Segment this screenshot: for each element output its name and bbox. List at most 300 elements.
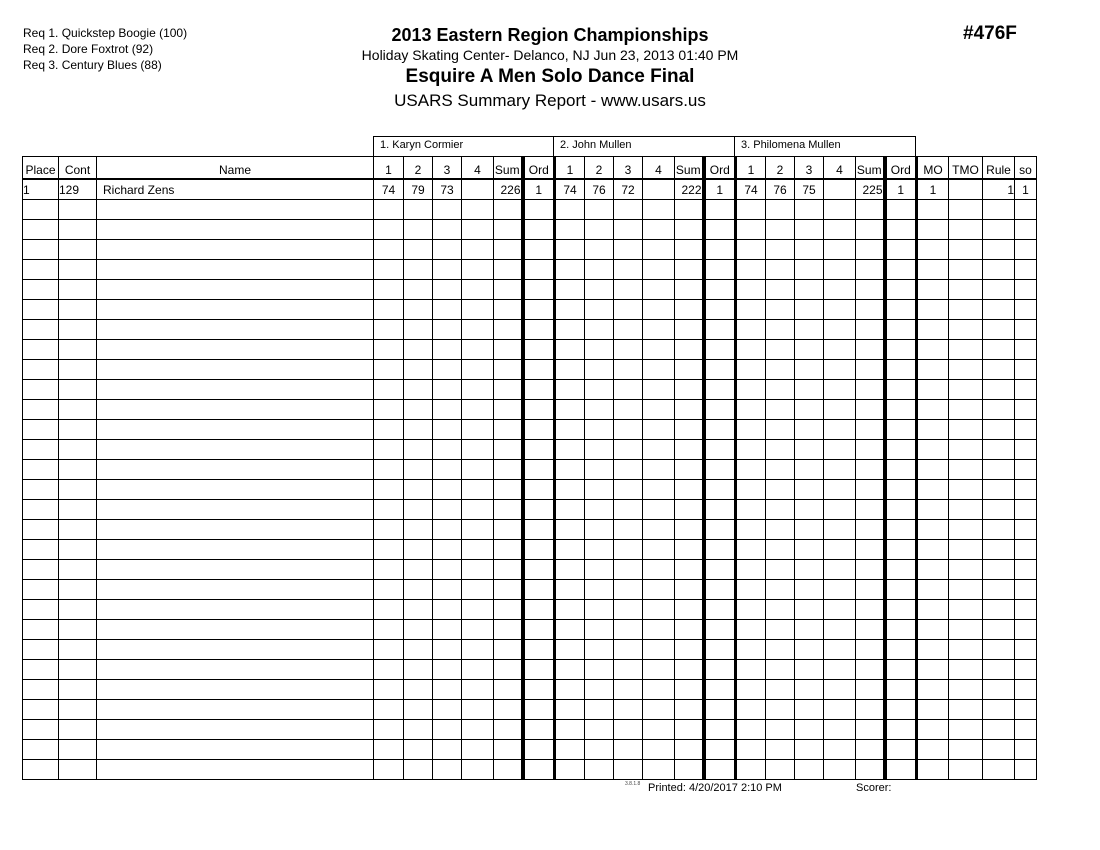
empty-cell xyxy=(374,420,404,440)
empty-cell xyxy=(494,380,523,400)
empty-cell xyxy=(494,560,523,580)
empty-cell xyxy=(585,480,614,500)
required-dance-2: Req 2. Dore Foxtrot (92) xyxy=(23,42,154,56)
empty-cell xyxy=(585,720,614,740)
empty-cell xyxy=(766,760,795,780)
empty-cell xyxy=(983,440,1015,460)
empty-cell xyxy=(885,260,917,280)
empty-table-row xyxy=(23,240,1037,260)
empty-cell xyxy=(59,660,97,680)
empty-cell xyxy=(97,680,374,700)
empty-cell xyxy=(614,380,643,400)
empty-cell xyxy=(494,360,523,380)
empty-cell xyxy=(736,520,766,540)
empty-cell xyxy=(736,680,766,700)
empty-cell xyxy=(704,520,736,540)
empty-cell xyxy=(1015,220,1037,240)
empty-cell xyxy=(1015,560,1037,580)
empty-cell xyxy=(97,320,374,340)
empty-cell xyxy=(1015,680,1037,700)
empty-cell xyxy=(983,740,1015,760)
empty-cell xyxy=(885,220,917,240)
empty-cell xyxy=(736,400,766,420)
empty-cell xyxy=(585,260,614,280)
empty-cell xyxy=(949,600,983,620)
empty-cell xyxy=(643,640,675,660)
judge-3-header: 3. Philomena Mullen xyxy=(734,136,916,156)
empty-cell xyxy=(433,260,462,280)
empty-cell xyxy=(374,200,404,220)
empty-cell xyxy=(885,760,917,780)
empty-cell xyxy=(374,280,404,300)
empty-table-row xyxy=(23,300,1037,320)
empty-cell xyxy=(23,760,59,780)
empty-cell xyxy=(917,460,949,480)
empty-cell xyxy=(917,680,949,700)
empty-cell xyxy=(23,680,59,700)
empty-cell xyxy=(949,380,983,400)
judge-1-header: 1. Karyn Cormier xyxy=(373,136,554,156)
empty-cell xyxy=(404,460,433,480)
empty-cell xyxy=(97,360,374,380)
empty-cell xyxy=(59,600,97,620)
empty-cell xyxy=(736,620,766,640)
col-j2-ord: Ord xyxy=(704,157,736,180)
empty-cell xyxy=(374,480,404,500)
empty-cell xyxy=(404,360,433,380)
col-j1-ord: Ord xyxy=(523,157,555,180)
empty-cell xyxy=(795,760,824,780)
empty-cell xyxy=(97,600,374,620)
empty-cell xyxy=(795,580,824,600)
empty-cell xyxy=(824,320,856,340)
empty-cell xyxy=(523,620,555,640)
empty-cell xyxy=(97,620,374,640)
empty-cell xyxy=(643,440,675,460)
empty-cell xyxy=(523,700,555,720)
empty-cell xyxy=(59,560,97,580)
empty-cell xyxy=(885,380,917,400)
empty-cell xyxy=(983,260,1015,280)
empty-cell xyxy=(23,240,59,260)
empty-cell xyxy=(614,420,643,440)
empty-table-row xyxy=(23,260,1037,280)
empty-cell xyxy=(949,460,983,480)
empty-cell xyxy=(555,680,585,700)
empty-cell xyxy=(983,240,1015,260)
empty-cell xyxy=(983,320,1015,340)
empty-cell xyxy=(885,620,917,640)
empty-cell xyxy=(885,420,917,440)
empty-cell xyxy=(494,760,523,780)
empty-cell xyxy=(374,400,404,420)
empty-cell xyxy=(949,520,983,540)
empty-cell xyxy=(795,680,824,700)
empty-cell xyxy=(523,760,555,780)
empty-cell xyxy=(614,200,643,220)
empty-cell xyxy=(949,340,983,360)
empty-cell xyxy=(983,700,1015,720)
empty-cell xyxy=(766,620,795,640)
empty-cell xyxy=(736,720,766,740)
empty-cell xyxy=(949,260,983,280)
empty-cell xyxy=(983,760,1015,780)
empty-cell xyxy=(555,560,585,580)
empty-cell xyxy=(462,480,494,500)
empty-cell xyxy=(374,560,404,580)
empty-table-row xyxy=(23,620,1037,640)
empty-cell xyxy=(736,340,766,360)
empty-cell xyxy=(614,540,643,560)
empty-cell xyxy=(374,600,404,620)
empty-cell xyxy=(462,360,494,380)
empty-cell xyxy=(462,460,494,480)
empty-cell xyxy=(433,720,462,740)
empty-cell xyxy=(704,580,736,600)
empty-cell xyxy=(433,400,462,420)
empty-cell xyxy=(555,420,585,440)
empty-cell xyxy=(917,720,949,740)
empty-cell xyxy=(856,760,885,780)
empty-cell xyxy=(59,580,97,600)
empty-cell xyxy=(795,200,824,220)
empty-cell xyxy=(856,720,885,740)
empty-cell xyxy=(949,220,983,240)
empty-cell xyxy=(23,260,59,280)
empty-cell xyxy=(433,240,462,260)
empty-table-row xyxy=(23,580,1037,600)
empty-cell xyxy=(462,700,494,720)
empty-cell xyxy=(643,500,675,520)
empty-cell xyxy=(949,300,983,320)
empty-cell xyxy=(856,240,885,260)
empty-cell xyxy=(824,240,856,260)
empty-cell xyxy=(494,200,523,220)
empty-cell xyxy=(614,460,643,480)
empty-cell xyxy=(614,720,643,740)
j3-sum: 225 xyxy=(856,179,885,200)
empty-cell xyxy=(404,280,433,300)
empty-cell xyxy=(983,220,1015,240)
empty-cell xyxy=(736,700,766,720)
empty-cell xyxy=(523,200,555,220)
empty-table-row xyxy=(23,320,1037,340)
empty-cell xyxy=(23,640,59,660)
empty-cell xyxy=(949,580,983,600)
empty-cell xyxy=(824,480,856,500)
empty-cell xyxy=(494,600,523,620)
empty-cell xyxy=(885,660,917,680)
j2-score-4 xyxy=(643,179,675,200)
empty-cell xyxy=(97,460,374,480)
empty-cell xyxy=(795,500,824,520)
empty-cell xyxy=(917,420,949,440)
empty-cell xyxy=(983,340,1015,360)
col-j2-s3: 3 xyxy=(614,157,643,180)
empty-cell xyxy=(59,540,97,560)
empty-cell xyxy=(494,340,523,360)
empty-cell xyxy=(494,280,523,300)
empty-cell xyxy=(1015,240,1037,260)
empty-cell xyxy=(494,240,523,260)
empty-cell xyxy=(675,500,704,520)
empty-cell xyxy=(795,280,824,300)
empty-cell xyxy=(585,380,614,400)
championship-title: 2013 Eastern Region Championships xyxy=(391,25,709,45)
empty-cell xyxy=(433,280,462,300)
empty-cell xyxy=(585,760,614,780)
empty-cell xyxy=(917,220,949,240)
empty-cell xyxy=(585,240,614,260)
empty-cell xyxy=(494,660,523,680)
col-j2-s4: 4 xyxy=(643,157,675,180)
empty-cell xyxy=(374,240,404,260)
empty-cell xyxy=(766,600,795,620)
empty-cell xyxy=(404,740,433,760)
empty-cell xyxy=(766,700,795,720)
empty-cell xyxy=(23,500,59,520)
empty-cell xyxy=(404,320,433,340)
empty-cell xyxy=(59,500,97,520)
empty-cell xyxy=(704,380,736,400)
empty-cell xyxy=(494,620,523,640)
empty-cell xyxy=(856,660,885,680)
empty-cell xyxy=(824,220,856,240)
empty-table-row xyxy=(23,480,1037,500)
empty-cell xyxy=(585,620,614,640)
empty-cell xyxy=(885,640,917,660)
empty-cell xyxy=(555,300,585,320)
empty-cell xyxy=(824,280,856,300)
empty-cell xyxy=(59,620,97,640)
empty-cell xyxy=(1015,520,1037,540)
empty-cell xyxy=(23,360,59,380)
empty-cell xyxy=(555,600,585,620)
empty-cell xyxy=(766,240,795,260)
empty-cell xyxy=(585,440,614,460)
empty-cell xyxy=(856,380,885,400)
place-cell: 1 xyxy=(23,179,59,200)
col-j3-s1: 1 xyxy=(736,157,766,180)
empty-cell xyxy=(59,700,97,720)
empty-cell xyxy=(97,280,374,300)
empty-cell xyxy=(824,620,856,640)
empty-cell xyxy=(704,480,736,500)
empty-cell xyxy=(374,220,404,240)
empty-cell xyxy=(462,500,494,520)
col-j3-sum: Sum xyxy=(856,157,885,180)
empty-cell xyxy=(23,340,59,360)
empty-cell xyxy=(404,580,433,600)
empty-cell xyxy=(983,300,1015,320)
empty-cell xyxy=(766,360,795,380)
empty-cell xyxy=(614,620,643,640)
empty-cell xyxy=(983,460,1015,480)
col-place: Place xyxy=(23,157,59,180)
empty-cell xyxy=(675,720,704,740)
empty-cell xyxy=(1015,660,1037,680)
empty-cell xyxy=(766,660,795,680)
empty-cell xyxy=(374,320,404,340)
empty-cell xyxy=(23,460,59,480)
col-j2-s1: 1 xyxy=(555,157,585,180)
empty-cell xyxy=(614,680,643,700)
empty-cell xyxy=(766,520,795,540)
empty-cell xyxy=(917,300,949,320)
column-header-row xyxy=(23,157,1037,180)
empty-cell xyxy=(824,200,856,220)
empty-cell xyxy=(614,520,643,540)
empty-cell xyxy=(704,340,736,360)
empty-cell xyxy=(585,580,614,600)
empty-cell xyxy=(856,360,885,380)
empty-cell xyxy=(1015,400,1037,420)
empty-cell xyxy=(433,760,462,780)
empty-cell xyxy=(736,280,766,300)
empty-cell xyxy=(949,400,983,420)
empty-cell xyxy=(885,580,917,600)
scorer-label: Scorer: xyxy=(856,782,892,794)
empty-cell xyxy=(404,400,433,420)
empty-cell xyxy=(97,200,374,220)
empty-cell xyxy=(983,580,1015,600)
empty-cell xyxy=(824,540,856,560)
empty-cell xyxy=(374,460,404,480)
empty-cell xyxy=(374,640,404,660)
empty-cell xyxy=(856,620,885,640)
empty-cell xyxy=(555,280,585,300)
empty-cell xyxy=(59,280,97,300)
empty-cell xyxy=(795,420,824,440)
empty-cell xyxy=(643,660,675,680)
empty-cell xyxy=(675,640,704,660)
empty-cell xyxy=(23,720,59,740)
empty-cell xyxy=(736,380,766,400)
empty-table-row xyxy=(23,520,1037,540)
empty-cell xyxy=(59,300,97,320)
empty-cell xyxy=(704,540,736,560)
empty-cell xyxy=(983,200,1015,220)
empty-cell xyxy=(374,700,404,720)
empty-cell xyxy=(824,740,856,760)
empty-cell xyxy=(614,760,643,780)
empty-cell xyxy=(494,460,523,480)
empty-cell xyxy=(675,420,704,440)
col-j3-ord: Ord xyxy=(885,157,917,180)
empty-cell xyxy=(462,580,494,600)
empty-cell xyxy=(795,540,824,560)
empty-cell xyxy=(555,440,585,460)
empty-cell xyxy=(824,360,856,380)
col-name: Name xyxy=(97,157,374,180)
empty-cell xyxy=(462,720,494,740)
empty-cell xyxy=(585,200,614,220)
empty-cell xyxy=(404,440,433,460)
empty-cell xyxy=(917,440,949,460)
empty-cell xyxy=(523,580,555,600)
empty-cell xyxy=(675,580,704,600)
empty-cell xyxy=(856,300,885,320)
empty-cell xyxy=(983,500,1015,520)
empty-cell xyxy=(824,720,856,740)
empty-cell xyxy=(585,640,614,660)
empty-cell xyxy=(704,200,736,220)
empty-cell xyxy=(795,620,824,640)
empty-cell xyxy=(433,540,462,560)
empty-cell xyxy=(614,580,643,600)
empty-cell xyxy=(917,640,949,660)
empty-cell xyxy=(736,740,766,760)
empty-table-row xyxy=(23,200,1037,220)
empty-cell xyxy=(643,200,675,220)
empty-cell xyxy=(97,580,374,600)
empty-cell xyxy=(462,540,494,560)
empty-cell xyxy=(766,580,795,600)
empty-cell xyxy=(949,440,983,460)
empty-cell xyxy=(795,560,824,580)
empty-cell xyxy=(523,660,555,680)
j3-score-4 xyxy=(824,179,856,200)
empty-cell xyxy=(675,760,704,780)
empty-cell xyxy=(585,700,614,720)
empty-cell xyxy=(97,760,374,780)
empty-cell xyxy=(983,560,1015,580)
empty-cell xyxy=(523,520,555,540)
empty-cell xyxy=(795,480,824,500)
empty-cell xyxy=(795,640,824,660)
empty-cell xyxy=(374,500,404,520)
empty-cell xyxy=(462,340,494,360)
empty-cell xyxy=(824,560,856,580)
empty-cell xyxy=(643,460,675,480)
report-header xyxy=(300,24,800,112)
empty-cell xyxy=(643,760,675,780)
empty-cell xyxy=(433,460,462,480)
empty-cell xyxy=(614,340,643,360)
empty-cell xyxy=(555,520,585,540)
empty-cell xyxy=(433,440,462,460)
empty-cell xyxy=(795,300,824,320)
empty-cell xyxy=(856,480,885,500)
empty-cell xyxy=(462,380,494,400)
empty-cell xyxy=(736,200,766,220)
empty-cell xyxy=(856,420,885,440)
empty-cell xyxy=(766,540,795,560)
results-table xyxy=(22,156,1037,780)
empty-cell xyxy=(675,480,704,500)
empty-cell xyxy=(97,700,374,720)
empty-cell xyxy=(736,760,766,780)
empty-cell xyxy=(555,320,585,340)
empty-cell xyxy=(704,640,736,660)
j3-score-3: 75 xyxy=(795,179,824,200)
empty-cell xyxy=(766,320,795,340)
event-id: #476F xyxy=(963,23,1017,44)
empty-cell xyxy=(949,500,983,520)
empty-cell xyxy=(766,640,795,660)
required-dances xyxy=(23,25,187,73)
empty-cell xyxy=(23,300,59,320)
j2-score-3: 72 xyxy=(614,179,643,200)
empty-cell xyxy=(1015,640,1037,660)
empty-cell xyxy=(917,740,949,760)
empty-cell xyxy=(736,420,766,440)
empty-cell xyxy=(704,280,736,300)
empty-cell xyxy=(433,580,462,600)
empty-table-row xyxy=(23,280,1037,300)
empty-cell xyxy=(462,260,494,280)
empty-cell xyxy=(949,660,983,680)
